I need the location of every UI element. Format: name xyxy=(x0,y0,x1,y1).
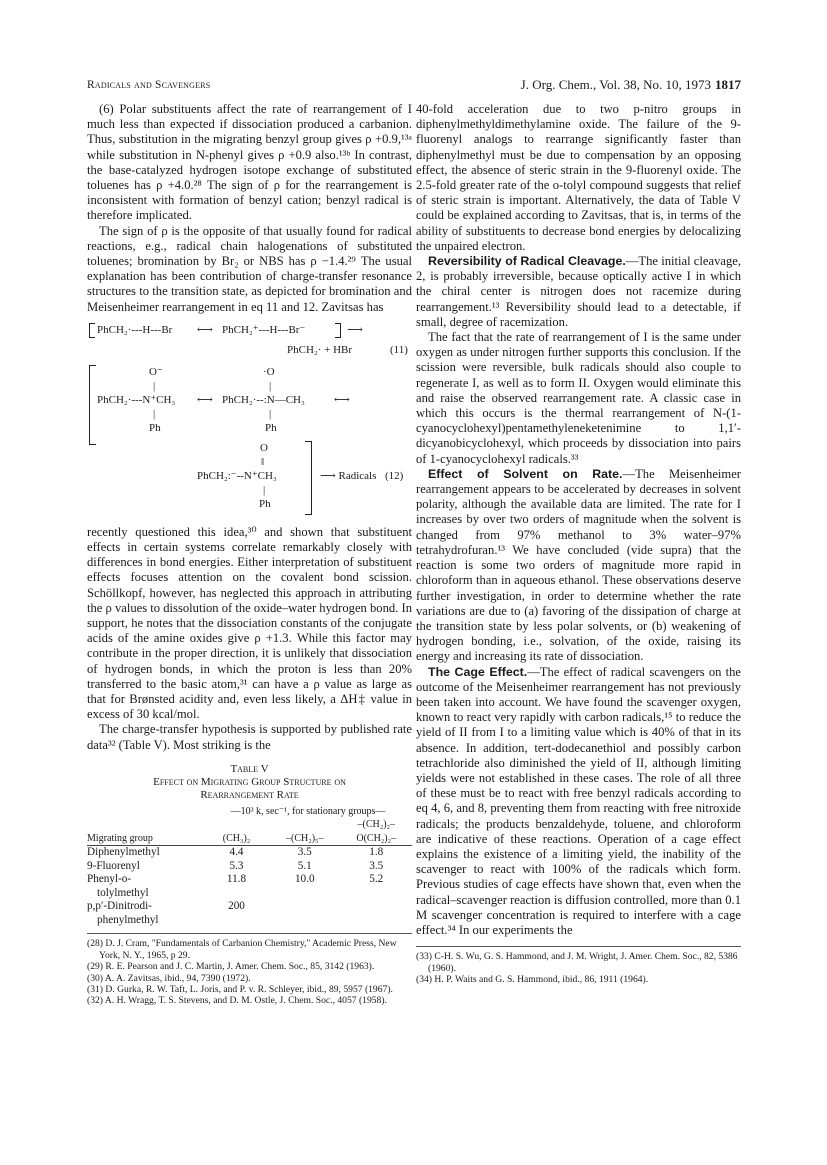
table-title: Table V xyxy=(230,762,269,775)
footnotes-right xyxy=(416,946,741,985)
eq11-structure-2: PhCH₂⁺---H---Br⁻ xyxy=(222,323,306,336)
table-row xyxy=(87,887,412,901)
column-header xyxy=(341,818,413,846)
oxide-oxygen: O xyxy=(260,441,268,454)
footnote: (34) H. P. Waits and G. S. Hammond, ibid., 86, 1911 (1964). xyxy=(416,973,649,985)
bond-line: | xyxy=(263,483,266,496)
paragraph: recently questioned this idea,³⁰ and shown that substituent effects in certain systems correlate remarkably closely with differences in bond energies. Either interpretation of substituent effects focuses attention on the covalent bond scission. Schöllkopf, however, has neglected this approach in attributing the ρ values to dissolution of the oxide–water hydrogen bond. In support, he notes that the dissociation constants of the conjugate acids of the amine oxides give ρ +1.3. While this factor may contribute in the proper direction, it is unlikely that dissociation of hydrogen bonds, in which the proton is less than 20% transferred to the basic atom,³¹ can have a ρ value as large as that for Brønsted acidity and, even less likely, a ΔH‡ value in excess of 30 kcal/mol. xyxy=(87,524,412,722)
bond-line: | xyxy=(153,379,156,392)
phenyl-label: Ph xyxy=(259,497,271,510)
paragraph xyxy=(416,254,741,330)
column-header: Migrating group xyxy=(87,832,153,844)
table-header-row xyxy=(87,818,412,846)
footnote: (31) D. Gurka, R. W. Taft, L. Joris, and P. v. R. Schleyer, ibid., 89, 5957 (1967). xyxy=(87,984,393,996)
bracket-left-eq11 xyxy=(89,323,95,338)
table-cell: 200 xyxy=(228,900,245,913)
eq11-product: PhCH₂· + HBr xyxy=(287,343,353,356)
paragraph-text: —The initial cleavage, 2, is probably irreversible, because optically active I in which the chiral center is nitrogen does not racemize during rearrangement.¹³ Reversibility should lead to a detectable, if small, degree of racemization. xyxy=(416,254,741,329)
table-cell: 5.1 xyxy=(297,859,312,872)
phenyl-label: Ph xyxy=(265,421,277,434)
table-cell: 3.5 xyxy=(297,846,312,859)
paragraph xyxy=(416,467,741,665)
double-bond: ‖ xyxy=(261,455,265,468)
bracket-left-eq12 xyxy=(89,365,96,445)
table-row xyxy=(87,900,412,914)
section-heading: Effect of Solvent on Rate. xyxy=(428,466,623,481)
paragraph xyxy=(416,665,741,939)
paragraph: 40-fold acceleration due to two p-nitro groups in diphenylmethyldimethylamine oxide. The failure of the 9-fluorenyl analogs to rearrange significantly faster than diphenylmethyl must be due to compensation by an opposing effect, the absence of steric strain in the 9-fluorenyl oxide. The 2.5-fold greater rate of the o-tolyl compound suggests that relief of steric strain is important. Alternatively, the data of Table V could be explained according to Zavitsas, that is, in terms of the ability of substituents to decrease bond energies by delocalizing the unpaired electron. xyxy=(416,102,741,253)
footnote: (32) A. H. Wragg, T. S. Stevens, and D. M. Ostle, J. Chem. Soc., 4057 (1958). xyxy=(87,995,387,1007)
radicals-product: ⟶ Radicals xyxy=(320,469,377,482)
table-cell: p,p′-Dinitrodi- xyxy=(87,900,152,913)
table-cell: tolylmethyl xyxy=(97,886,149,899)
reaction-scheme xyxy=(87,321,412,585)
footnote: (28) D. J. Cram, "Fundamentals of Carbanion Chemistry," Academic Press, New York, N. Y., 1965, p 29. xyxy=(87,938,397,961)
phenyl-label: Ph xyxy=(149,421,161,434)
eq11-structure-1: PhCH₂·---H---Br xyxy=(97,323,173,336)
eq12-structure-2: PhCH₂·--:N—CH₃ xyxy=(222,393,305,406)
table-cell: Diphenylmethyl xyxy=(87,846,160,859)
bond-line: | xyxy=(153,407,156,420)
table-cell: Phenyl-o- xyxy=(87,873,132,886)
table-cell: phenylmethyl xyxy=(97,913,159,926)
table-row xyxy=(87,846,412,860)
table-caption: Effect on Migrating Group Structure on xyxy=(153,775,346,788)
column-header: –(CH₂)₅– xyxy=(285,832,324,844)
table-row xyxy=(87,914,412,928)
journal-header xyxy=(521,77,741,93)
table-cell: 5.3 xyxy=(229,859,244,872)
journal-citation: J. Org. Chem., Vol. 38, No. 10, 1973 xyxy=(520,77,711,92)
eq12-label: (12) xyxy=(385,469,404,482)
page-number: 1817 xyxy=(715,77,741,92)
bond-line: | xyxy=(269,379,272,392)
bracket-right-eq12 xyxy=(305,441,312,515)
resonance-arrow: ⟷ xyxy=(197,323,213,336)
paragraph: The fact that the rate of rearrangement of I is the same under oxygen as under nitrogen further supports this conclusion. If the scission were reversible, bulk radicals should also couple to regenerate I, as well as to form II. Oxygen would eliminate this and raise the observed rearrangement rate. A classic case in which this occurs is the thermal rearrangement of N-(1-cyanocyclohexyl)pentamethyleneketenimine to 1,1′-dicyanobicyclohexyl, which proceeds by dissociation into pairs of 1-cyanocyclohexyl radicals.³³ xyxy=(416,330,741,466)
resonance-arrow: ⟷ xyxy=(334,393,350,406)
left-column xyxy=(87,102,412,1007)
column-header: (CH₃)₂ xyxy=(222,832,251,844)
table-cell: 1.8 xyxy=(369,846,384,859)
eq12-structure-1: PhCH₂·---N⁺CH₃ xyxy=(97,393,176,406)
reaction-arrow: ⟶ xyxy=(347,323,363,336)
column-header-line: –(CH₂)₂– xyxy=(357,819,396,831)
eq12-structure-3: PhCH₂:⁻--N⁺CH₃ xyxy=(197,469,277,482)
footnotes-left xyxy=(87,933,412,1006)
table-v xyxy=(87,763,412,928)
paragraph-text: —The effect of radical scavengers on the outcome of the Meisenheimer rearrangement has not previously been taken into account. We have found the scavenger oxygen, known to react very rapidly with carbon radicals,¹⁵ to reduce the yield of II from I to a limiting value which is 40% of that in its absence. In addition, tert-dodecanethiol and possibly carbon tetrachloride also diminished the yield of II, although limiting yields were not established in these cases. The role of all three of these must be to react with free benzyl radicals according to eq 4, 6, and 8, preventing them from reacting with free nitroxide radicals; the products benzaldehyde, toluene, and chloroform are indicative of these reactions. Operation of a cage effect explains the existence of a limiting yield, the inability of the scavenger to react with 100% of the radicals which form. Previous studies of cage effects have shown that, even when the radical–scavenger reaction is diffusion controlled, more than 0.1 M scavenger concentration is required to interfere with a cage effect.³⁴ In our experiments the xyxy=(416,664,741,937)
bond-line: | xyxy=(269,407,272,420)
table-row xyxy=(87,860,412,874)
table-cell: 10.0 xyxy=(294,873,315,886)
span-header: —10³ k, sec⁻¹, for stationary groups— xyxy=(230,805,386,817)
footnote: (29) R. E. Pearson and J. C. Martin, J. Amer. Chem. Soc., 85, 3142 (1963). xyxy=(87,961,375,973)
paragraph-text: —The Meisenheimer rearrangement appears to be accelerated by decreases in solvent polarity, although the available data are limited. The rate for I increases by over two orders of magnitude when the solvent is changed from 97% methanol to 3% water–97% tetrahydrofuran.¹³ We have concluded (vide supra) that the reaction is some two orders of magnitude more rapid in chloroform than in aqueous ethanol. These observations deserve further investigation, in order to determine whether the rate variations are due to (a) favoring of the dissipation of charge at the transition state by less polar solvents, or (b) weakening of hydrogen bonding, i.e., solvation, of the oxide, raising its energy and increasing its rate of dissociation. xyxy=(416,466,741,664)
column-header-line: O(CH₂)₂– xyxy=(356,832,397,844)
paragraph: (6) Polar substituents affect the rate of rearrangement of I much less than expected if dissociation produced a carbanion. Thus, substitution in the migrating benzyl group gives ρ +0.9,¹³ᵃ while substitution in N-phenyl gives ρ +0.9 also.¹³ᵇ In contrast, the base-catalyzed hydrogen isotope exchange of substituted toluenes has ρ +4.0.²⁸ The sign of ρ for the rearrangement is inconsistent with formation of benzyl cation; benzyl radical is therefore implicated. xyxy=(87,102,412,223)
table-cell: 3.5 xyxy=(369,859,384,872)
radical-oxygen: ·O xyxy=(263,365,275,378)
footnote: (30) A. A. Zavitsas, ibid., 94, 7390 (1972). xyxy=(87,972,251,984)
section-heading: The Cage Effect. xyxy=(428,664,528,679)
table-cell: 11.8 xyxy=(226,873,247,886)
running-title: Radicals and Scavengers xyxy=(87,79,211,91)
rate-table xyxy=(87,805,412,928)
bracket-right-eq11 xyxy=(335,323,341,338)
oxide-oxygen: O⁻ xyxy=(149,365,163,378)
table-cell: 4.4 xyxy=(229,846,244,859)
section-heading: Reversibility of Radical Cleavage. xyxy=(428,254,626,269)
table-span-header xyxy=(87,805,412,819)
paragraph: The sign of ρ is the opposite of that usually found for radical reactions, e.g., radical chain halogenations of substituted toluenes; bromination by Br₂ or NBS has ρ −1.4.²⁹ The usual explanation has been contribution of charge-transfer resonance structures to the transition state, as depicted for bromination and Meisenheimer rearrangement in eq 11 and 12. Zavitsas has xyxy=(87,223,412,314)
resonance-arrow: ⟷ xyxy=(197,393,213,406)
table-caption: Rearrangement Rate xyxy=(200,788,299,801)
eq11-label: (11) xyxy=(390,343,408,356)
table-cell: 5.2 xyxy=(369,873,384,886)
table-cell: 9-Fluorenyl xyxy=(87,859,140,872)
footnote: (33) C-H. S. Wu, G. S. Hammond, and J. M. Wright, J. Amer. Chem. Soc., 82, 5386 (1960). xyxy=(416,951,738,974)
table-row xyxy=(87,873,412,887)
paragraph: The charge-transfer hypothesis is supported by published rate data³² (Table V). Most striking is the xyxy=(87,722,412,752)
right-column xyxy=(416,102,741,985)
